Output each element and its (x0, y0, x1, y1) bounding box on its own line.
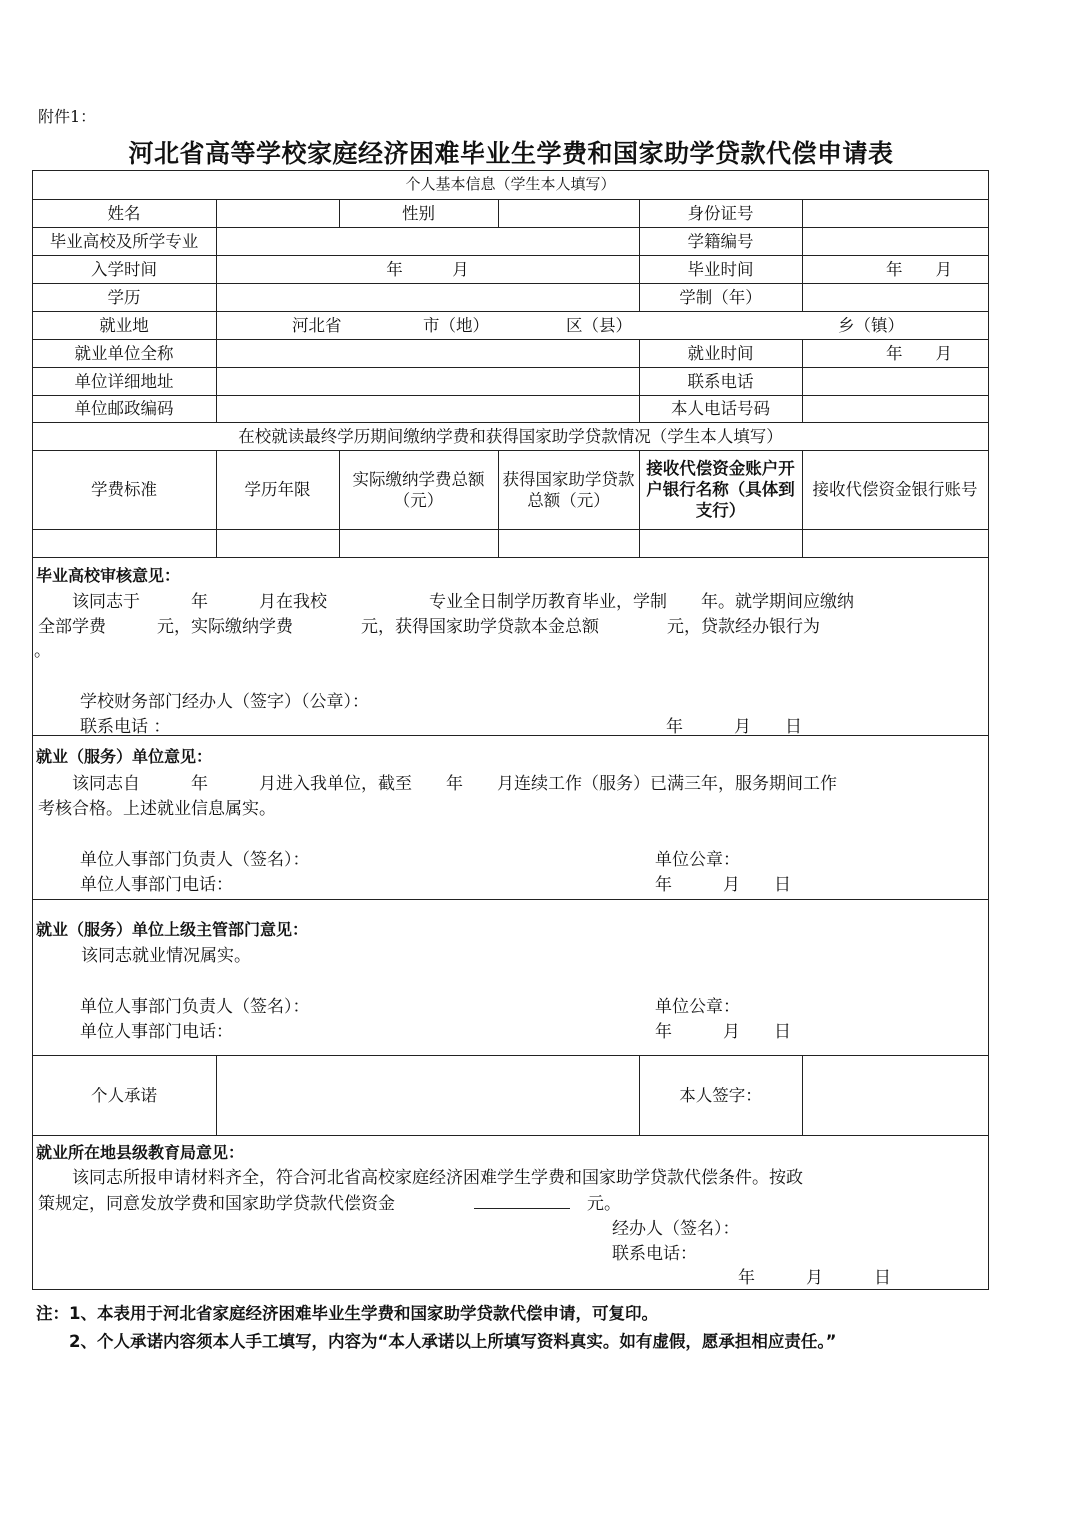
enroll-time-field[interactable]: 年 月 (386, 259, 469, 279)
name-label: 姓名 (107, 203, 141, 223)
county-text: 区（县） (566, 315, 632, 335)
bank-name-header: 接收代偿资金账户开户银行名称（具体到支行） (646, 459, 795, 520)
duration-field[interactable] (803, 284, 988, 311)
form-title: 河北省高等学校家庭经济困难毕业生学费和国家助学贷款代偿申请表 (128, 139, 894, 168)
fees-section-title: 在校就读最终学历期间缴纳学费和获得国家助学贷款情况（学生本人填写） (238, 426, 783, 446)
id-number-field[interactable] (803, 200, 988, 227)
signature-field[interactable] (803, 1056, 988, 1135)
loan-total-field[interactable] (499, 530, 639, 557)
own-phone-label: 本人电话号码 (671, 399, 770, 418)
city-text: 市（地） (423, 315, 489, 335)
school-major-field[interactable] (217, 228, 639, 255)
employer-opinion-heading: 就业（服务）单位意见： (36, 747, 213, 766)
signature-label: 本人签字： (679, 1085, 762, 1105)
supervisor-seal: 单位公章： (655, 997, 740, 1017)
account-field[interactable] (803, 530, 988, 557)
school-finance-sign: 学校财务部门经办人（签字）（公章）： (80, 692, 369, 712)
account-header: 接收代偿资金银行账号 (812, 480, 978, 499)
town-text: 乡（镇） (838, 315, 904, 335)
attachment-label: 附件1： (38, 107, 97, 126)
education-field[interactable] (217, 284, 639, 311)
student-no-field[interactable] (803, 228, 988, 255)
gender-label: 性别 (402, 203, 435, 223)
bureau-opinion-line1: 该同志所报申请材料齐全，符合河北省高校家庭经济困难学生学费和国家助学贷款代偿条件。按政 (38, 1168, 803, 1188)
employer-date: 年 月 日 (655, 875, 791, 895)
school-opinion-line2: 全部学费 元，实际缴纳学费 元，获得国家助学贷款本金总额 元，贷款经办银行为 (38, 617, 820, 637)
enroll-time-label: 入学时间 (91, 259, 157, 279)
employer-addr-field[interactable] (217, 368, 639, 395)
postcode-label: 单位邮政编码 (74, 399, 174, 418)
fee-standard-field[interactable] (33, 530, 216, 557)
bureau-handler: 经办人（签名）： (612, 1219, 740, 1239)
note-2: 2、个人承诺内容须本人手工填写，内容为“本人承诺以上所填写资料真实。如有虚假，愿承担相应责任。” (36, 1332, 837, 1351)
employer-addr-label: 单位详细地址 (74, 371, 174, 391)
school-opinion-heading: 毕业高校审核意见： (36, 566, 181, 585)
supervisor-hr-phone: 单位人事部门电话： (80, 1022, 233, 1042)
school-major-label: 毕业高校及所学专业 (49, 231, 199, 251)
commitment-field[interactable] (217, 1056, 639, 1135)
edu-years-header: 学历年限 (244, 480, 311, 499)
bureau-opinion-line2-yuan: 元。 (570, 1194, 621, 1214)
supervisor-date: 年 月 日 (655, 1022, 791, 1042)
amount-blank-line[interactable] (474, 1208, 570, 1209)
employer-hr-phone: 单位人事部门电话： (80, 875, 233, 895)
bank-name-field[interactable] (640, 530, 802, 557)
school-contact-phone: 联系电话 ： (80, 717, 171, 737)
postcode-field[interactable] (217, 396, 639, 422)
employer-opinion-line1: 该同志自 年 月进入我单位，截至 年 月连续工作（服务）已满三年，服务期间工作 (38, 774, 837, 794)
contact-phone-label: 联系电话 (687, 371, 754, 391)
school-opinion-line3: 。 (34, 641, 51, 661)
note-1: 注：1、本表用于河北省家庭经济困难毕业生学费和国家助学贷款代偿申请，可复印。 (36, 1304, 658, 1323)
school-date: 年 月 日 (666, 717, 802, 737)
paid-total-header: 实际缴纳学费总额（元） (352, 469, 485, 510)
employer-hr-head: 单位人事部门负责人（签名）： (80, 850, 310, 870)
basic-info-section-title: 个人基本信息（学生本人填写） (405, 175, 616, 193)
grad-time-label: 毕业时间 (687, 259, 754, 279)
education-label: 学历 (107, 287, 141, 307)
employer-name-field[interactable] (217, 340, 639, 367)
loan-total-header: 获得国家助学贷款总额（元） (502, 469, 635, 510)
edu-years-field[interactable] (217, 530, 339, 557)
employer-name-label: 就业单位全称 (74, 343, 174, 363)
supervisor-hr-head: 单位人事部门负责人（签名）： (80, 997, 310, 1017)
bureau-opinion-line2: 策规定，同意发放学费和国家助学贷款代偿资金 (38, 1194, 395, 1214)
grad-time-field[interactable]: 年 月 (886, 259, 952, 279)
school-opinion-line1: 该同志于 年 月在我校 专业全日制学历教育毕业，学制 年。就学期间应缴纳 (38, 592, 854, 612)
gender-field[interactable] (499, 200, 639, 227)
bureau-date: 年 月 日 (738, 1268, 891, 1288)
employer-seal: 单位公章： (655, 850, 740, 870)
province-text: 河北省 (292, 315, 342, 335)
bureau-opinion-heading: 就业所在地县级教育局意见： (36, 1143, 245, 1162)
supervisor-opinion-heading: 就业（服务）单位上级主管部门意见： (36, 920, 309, 939)
employer-opinion-line2: 考核合格。上述就业信息属实。 (38, 799, 276, 819)
paid-total-field[interactable] (340, 530, 498, 557)
name-field[interactable] (217, 200, 339, 227)
fee-standard-header: 学费标准 (91, 480, 157, 499)
student-no-label: 学籍编号 (687, 231, 754, 251)
employ-time-field[interactable]: 年 月 (886, 343, 952, 363)
own-phone-field[interactable] (803, 396, 988, 422)
duration-label: 学制（年） (679, 287, 762, 307)
employ-place-label: 就业地 (99, 315, 149, 335)
contact-phone-field[interactable] (803, 368, 988, 395)
id-number-label: 身份证号 (687, 203, 754, 223)
employ-time-label: 就业时间 (687, 343, 754, 363)
commitment-label: 个人承诺 (91, 1085, 157, 1105)
bureau-phone: 联系电话： (612, 1244, 697, 1264)
supervisor-opinion-line1: 该同志就业情况属实。 (64, 946, 251, 966)
